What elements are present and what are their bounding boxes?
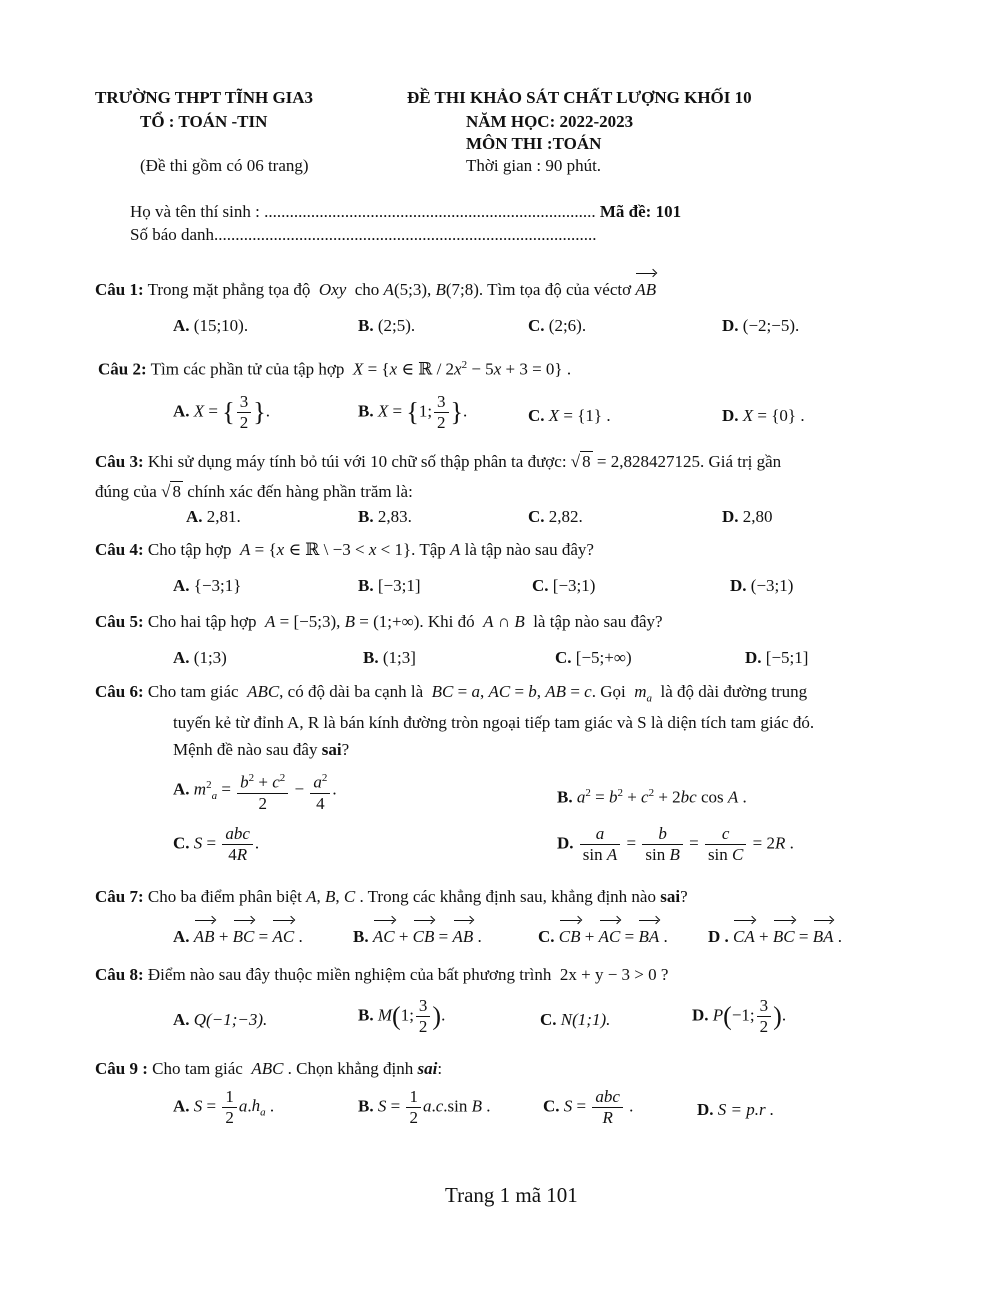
- option-c: C. [−5;+∞): [555, 648, 632, 667]
- option-b: B. (2;5).: [358, 316, 416, 335]
- question-8: Câu 8: Điểm nào sau đây thuộc miền nghiệm của bất phương trình 2x + y − 3 > 0 ?: [95, 965, 669, 984]
- option-c: C. N(1;1).: [540, 1010, 611, 1029]
- page-footer: Trang 1 mã 101: [445, 1183, 578, 1207]
- subject: MÔN THI :TOÁN: [466, 134, 602, 153]
- page-count-note: (Đề thi gồm có 06 trang): [140, 156, 309, 175]
- vector-ab: AB: [635, 273, 656, 305]
- option-b: B. $a^2 = b^2 + c^2 + 2bc$ cos A .: [557, 787, 747, 807]
- option-d: D. X = {0} .: [722, 406, 805, 425]
- option-b: B. S = $\frac{1}{2}$ a.c.sin B .: [358, 1087, 491, 1127]
- question-2: Câu 2: Tìm các phần tử của tập hợp X = {x ∈ ℝ / $2x^2 - 5x + 3 = 0$} .: [98, 359, 572, 379]
- question-6: Câu 6: Cho tam giác ABC, có độ dài ba cạnh là BC = a, AC = b, AB = c. Gọi $m_a$ là độ dài đường trung: [95, 682, 808, 705]
- school-name: TRƯỜNG THPT TĨNH GIA3: [95, 88, 314, 107]
- option-a: A. (15;10).: [173, 316, 249, 335]
- option-d: D . CA + BC = BA .: [708, 920, 842, 952]
- option-b: B. M(1; $\frac{3}{2}$ ).: [358, 996, 446, 1036]
- option-a: A. $m^2_a$ = $\frac{b^2 + c^2}{2}$ − $\frac{a^2}{4}$ .: [173, 768, 337, 814]
- exam-title: ĐỀ THI KHẢO SÁT CHẤT LƯỢNG KHỐI 10: [407, 88, 752, 107]
- option-a: A. 2,81.: [186, 507, 241, 526]
- option-c: C. S = $\frac{\text{abc}}{R}$ .: [543, 1087, 634, 1127]
- option-a: A. S = $\frac{1}{2}$ $a.h_a$ .: [173, 1087, 275, 1127]
- option-c: C. X = {1} .: [528, 406, 611, 425]
- option-b: B. [−3;1]: [358, 576, 421, 595]
- question-1: Câu 1: Trong mặt phẳng tọa độ Oxy cho A(5;3), B(7;8). Tìm tọa độ của véctơ AB: [95, 273, 656, 305]
- exam-code: Mã đề: 101: [599, 202, 682, 221]
- question-3-cont: đúng của √ 8 chính xác đến hàng phần trăm là:: [95, 482, 413, 501]
- candidate-name-line: [130, 202, 681, 222]
- question-9: Câu 9 : Cho tam giác ABC . Chọn khẳng định sai:: [95, 1059, 443, 1078]
- option-a: A. Q(−1;−3).: [173, 1010, 268, 1029]
- option-c: C. S = $\frac{\text{abc}}{4R}$ .: [173, 824, 260, 864]
- option-b: B. 2,83.: [358, 507, 412, 526]
- option-b: B. X = {1; $\frac{3}{2}$ }.: [358, 392, 468, 432]
- option-b: B. (1;3]: [363, 648, 416, 667]
- question-6-line-2: tuyến kẻ từ đỉnh A, R là bán kính đường tròn ngoại tiếp tam giác và S là diện tích tam giác đó.: [173, 713, 815, 732]
- option-a: A. AB + BC = AC .: [173, 920, 303, 952]
- option-c: C. (2;6).: [528, 316, 587, 335]
- option-d: D. P(−1; $\frac{3}{2}$ ).: [692, 996, 787, 1036]
- school-year: NĂM HỌC: 2022-2023: [466, 112, 634, 131]
- question-5: Câu 5: Cho hai tập hợp A = [−5;3), B = (1;+∞). Khi đó A ∩ B là tập nào sau đây?: [95, 612, 663, 631]
- inequality: 2x + y − 3 > 0 ?: [559, 965, 669, 984]
- question-label: Câu 1:: [95, 280, 144, 299]
- department: TỔ : TOÁN -TIN: [140, 112, 268, 131]
- option-b: B. AC + CB = AB .: [353, 920, 482, 952]
- option-d: D. $\frac{a}{\text{sin A}}$ = $\frac{b}{\text{sin B}}$ = $\frac{c}{\text{sin C}}$ = 2R .: [557, 824, 794, 864]
- option-c: C. [−3;1): [532, 576, 596, 595]
- option-d: D. (−2;−5).: [722, 316, 800, 335]
- candidate-id-line: Số báo danh..........................................................................................: [130, 225, 597, 244]
- option-c: C. CB + AC = BA .: [538, 920, 668, 952]
- question-4: Câu 4: Cho tập hợp A = {x ∈ ℝ \ −3 < x < 1}. Tập A là tập nào sau đây?: [95, 540, 594, 559]
- option-d: D. 2,80: [722, 507, 773, 526]
- question-3: Câu 3: Khi sử dụng máy tính bỏ túi với 10 chữ số thập phân ta được: √ 8 = 2,828427125. Giá trị gần: [95, 452, 782, 471]
- option-a: A. {−3;1}: [173, 576, 242, 595]
- exam-time: Thời gian : 90 phút.: [466, 156, 602, 175]
- option-d: D. (−3;1): [730, 576, 794, 595]
- option-d: D. [−5;1]: [745, 648, 809, 667]
- option-a: A. (1;3): [173, 648, 227, 667]
- option-c: C. 2,82.: [528, 507, 583, 526]
- question-6-line-3: Mệnh đề nào sau đây sai?: [173, 740, 350, 759]
- option-d: D. S = p.r .: [697, 1100, 775, 1119]
- candidate-name-label: Họ và tên thí sinh : ..............................................................................: [130, 202, 596, 221]
- question-7: Câu 7: Cho ba điểm phân biệt A, B, C . Trong các khẳng định sau, khẳng định nào sai?: [95, 887, 688, 906]
- option-a: A. X = { $\frac{3}{2}$ }.: [173, 392, 270, 432]
